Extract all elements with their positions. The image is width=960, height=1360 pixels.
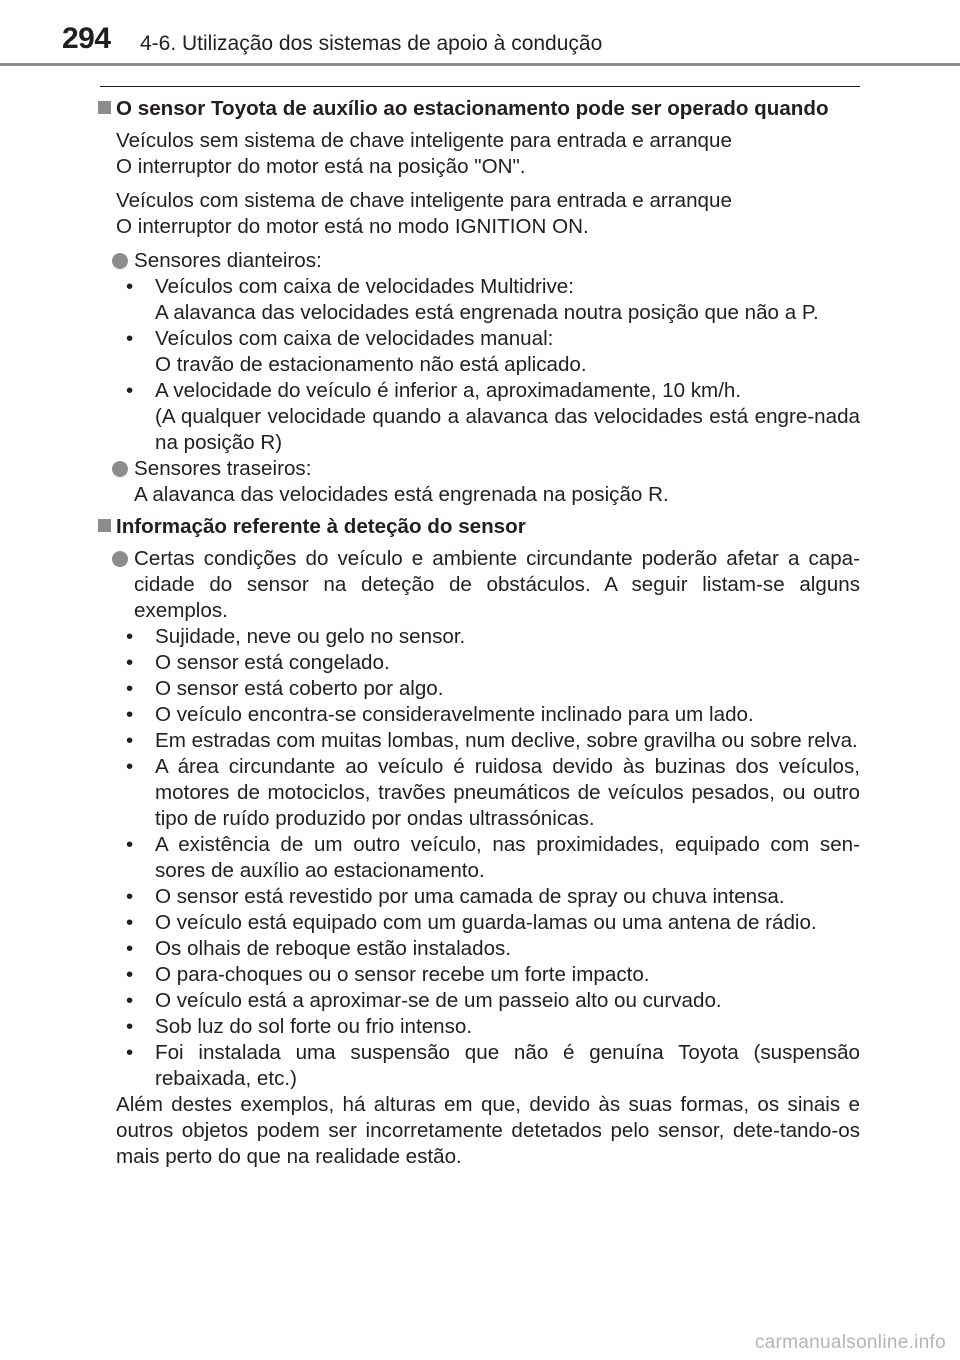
list-item: • O para-choques ou o sensor recebe um forte impacto. (96, 962, 860, 988)
closing-paragraph: Além destes exemplos, há alturas em que, devido às suas formas, os sinais e outros objetos podem ser incorretamente detetados pelo sensor, dete-tando-os mais perto do que na realidade estão. (116, 1093, 860, 1168)
section-title-operation (96, 96, 860, 122)
section-title-detection (96, 514, 860, 540)
list-item: • O veículo está equipado com um guarda-lamas ou uma antena de rádio. (96, 910, 860, 936)
list-item: • O sensor está revestido por uma camada de spray ou chuva intensa. (96, 884, 860, 910)
list-item (96, 326, 860, 378)
front-sensors-label: Sensores dianteiros: (134, 249, 322, 272)
paragraph-line: O interruptor do motor está no modo IGNITION ON. (116, 215, 589, 238)
paragraph-line: Veículos sem sistema de chave inteligente para entrada e arranque (116, 129, 732, 152)
circle-bullet-icon (112, 253, 128, 269)
list-item: • A área circundante ao veículo é ruidosa devido às buzinas dos veículos, motores de motociclos, travões pneumáticos de veículos pesados, ou outro tipo de ruído produzido por ondas ultrassónicas. (96, 754, 860, 832)
list-item: • Os olhais de reboque estão instalados. (96, 936, 860, 962)
list-item-line: • Veículos com caixa de velocidades manual: (155, 327, 554, 350)
section-title-text: O sensor Toyota de auxílio ao estacionamento pode ser operado quando (116, 97, 829, 120)
chapter-title: 4-6. Utilização dos sistemas de apoio à condução (140, 32, 603, 55)
list-item: • Sob luz do sol forte ou frio intenso. (96, 1014, 860, 1040)
detection-intro-text: Certas condições do veículo e ambiente circundante poderão afetar a capa-cidade do sensor na deteção de obstáculos. A seguir listam-se alguns exemplos. (134, 547, 860, 622)
list-item (96, 274, 860, 326)
list-item: • A existência de um outro veículo, nas proximidades, equipado com sen-sores de auxílio ao estacionamento. (96, 832, 860, 884)
list-item-line: A alavanca das velocidades está engrenada noutra posição que não a P. (155, 301, 819, 324)
front-sensors-item (96, 248, 860, 274)
list-item (96, 378, 860, 456)
header-rule (0, 63, 960, 66)
list-item: • O sensor está congelado. (96, 650, 860, 676)
detection-conditions-list (96, 624, 860, 1092)
list-item-line: O travão de estacionamento não está aplicado. (155, 353, 587, 376)
circle-bullet-icon (112, 551, 128, 567)
detection-intro-item (96, 546, 860, 624)
list-item: • O sensor está coberto por algo. (96, 676, 860, 702)
list-item: • O veículo está a aproximar-se de um passeio alto ou curvado. (96, 988, 860, 1014)
watermark: carmanualsonline.info (754, 1332, 946, 1353)
list-item-line: • A velocidade do veículo é inferior a, aproximadamente, 10 km/h. (155, 379, 742, 402)
list-item-line: • Veículos com caixa de velocidades Multidrive: (155, 275, 574, 298)
rear-sensors-text: A alavanca das velocidades está engrenada na posição R. (134, 483, 669, 506)
page-content (96, 96, 860, 1170)
section-rule (100, 86, 860, 87)
square-bullet-icon (98, 101, 111, 114)
list-item-line: (A qualquer velocidade quando a alavanca das velocidades está engre-nada na posição R) (155, 405, 860, 454)
paragraph-smart-key (96, 188, 860, 240)
list-item: • Foi instalada uma suspensão que não é genuína Toyota (suspensão rebaixada, etc.) (96, 1040, 860, 1092)
section-title-text: Informação referente à deteção do sensor (116, 515, 526, 538)
list-item: • Em estradas com muitas lombas, num declive, sobre gravilha ou sobre relva. (96, 728, 860, 754)
list-item: • O veículo encontra-se consideravelmente inclinado para um lado. (96, 702, 860, 728)
front-sensors-list (96, 274, 860, 456)
rear-sensors-label: Sensores traseiros: (134, 457, 312, 480)
paragraph-no-smart-key (96, 128, 860, 180)
paragraph-line: O interruptor do motor está na posição "ON". (116, 155, 526, 178)
square-bullet-icon (98, 519, 111, 532)
page-number: 294 (62, 22, 111, 55)
list-item: • Sujidade, neve ou gelo no sensor. (96, 624, 860, 650)
paragraph-line: Veículos com sistema de chave inteligente para entrada e arranque (116, 189, 732, 212)
circle-bullet-icon (112, 461, 128, 477)
rear-sensors-item (96, 456, 860, 508)
page-header (0, 0, 960, 66)
